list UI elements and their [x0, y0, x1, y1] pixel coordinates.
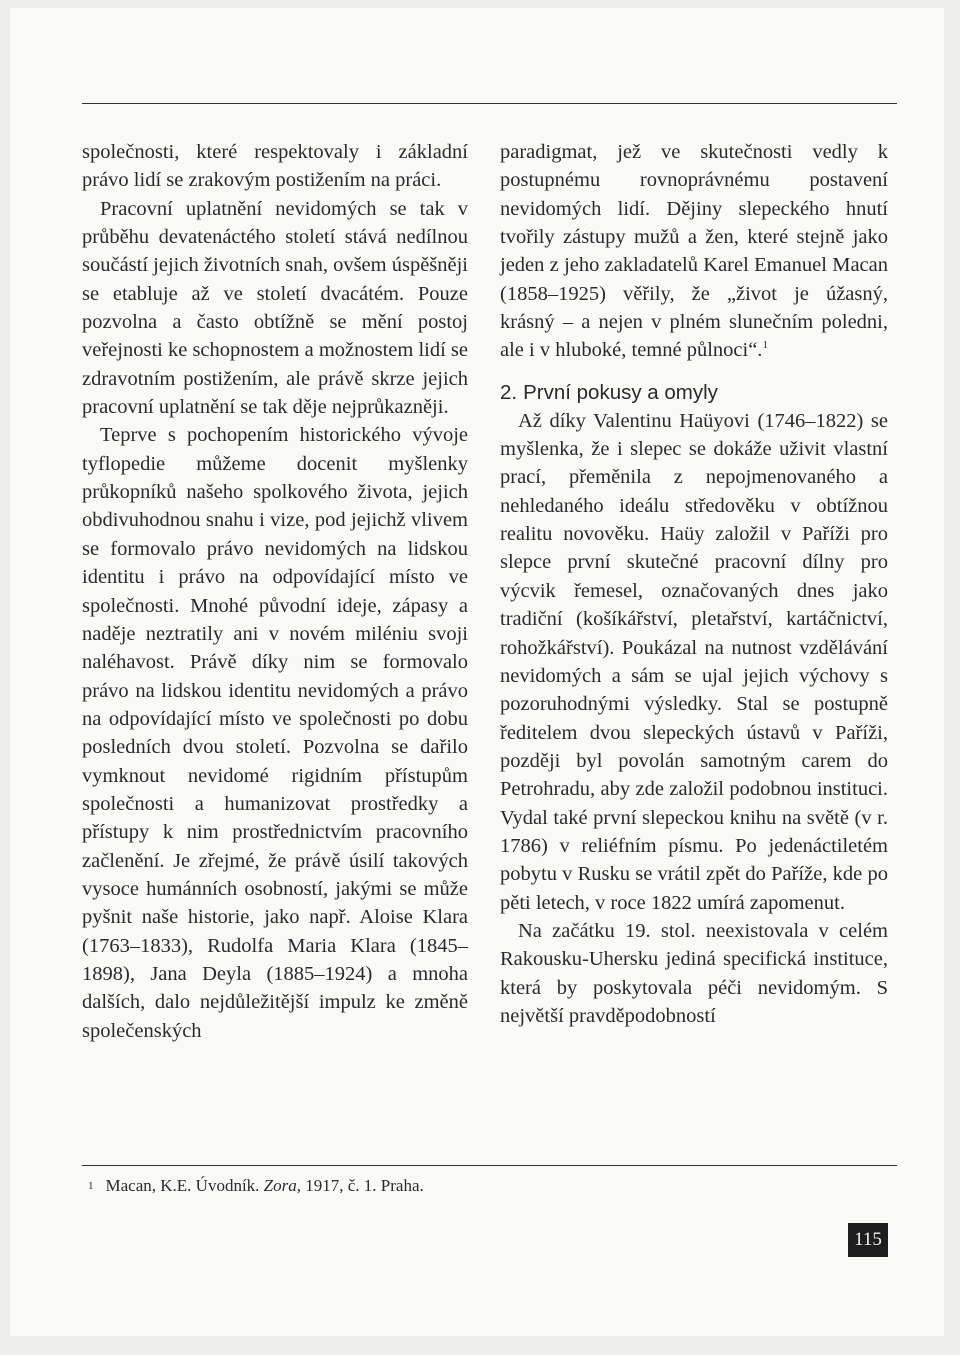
footnote: [88, 1175, 424, 1197]
page-number: 115: [848, 1223, 888, 1257]
paragraph-continuation: společnosti, které respektovaly i základní právo lidí se zrakovým postižením na práci.: [82, 141, 468, 192]
section-heading: [500, 379, 888, 407]
footnote-citation: 1917, č. 1. Praha.: [301, 1176, 424, 1195]
paragraph-austria-hungary: Na začátku 19. stol. neexistovala v celém Rakousku-Uhersku jediná specifická instituce, která by poskytovala péči nevidomým. S největší pravděpodobností: [500, 919, 888, 1027]
right-column: [500, 138, 888, 1030]
paragraph-history: Teprve s pochopením historického vývoje tyflopedie můžeme docenit myšlenky průkopníků našeho spolkového života, jejich obdivuhodnou snahu i vize, pod jejichž vlivem se formovalo právo nevidomých na lidskou identitu i právo na odpovídající místo ve společnosti. Mnohé původní ideje, zápasy a naděje neztratily ani v novém miléniu svoji naléhavost. Právě díky nim se formovalo právo na lidskou identitu nevidomých a právo na odpovídající místo ve společnosti po dobu posledních dvou století. Pozvolna se dařilo vymknout nevidomé rigidním přístupům společnosti a humanizovat prostředky a přístupy k nim prostřednictvím pracovního začlenění. Je zřejmé, že právě úsilí takových vysoce humánních osobností, jakými se může pyšnit naše historie, jako např. Aloise Klara (1763–1833), Rudolfa Maria Klara (1845–1898), Jana Deyla (1885–1924) a mnoha dalších, dalo nejdůležitější impulz ke změně společenských: [82, 424, 468, 1042]
paragraph-paradigm-text: paradigmat, jež ve skutečnosti vedly k postupnému rovnoprávnému postavení nevidomých lidí. Dějiny slepeckého hnutí tvořily zástupy mužů a žen, které stejně jako jeden z jeho zakladatelů Karel Emanuel Macan (1858–1925) věřily, že „život je úžasný, krásný – a nejen v plném slunečním poledni, ale i v hluboké, temné půlnoci“.: [500, 141, 888, 362]
footnote-reference: 1: [762, 339, 768, 352]
paragraph-hauy: Až díky Valentinu Haüyovi (1746–1822) se myšlenka, že i slepec se dokáže uživit vlastní prací, přeměnila z nepojmenovaného a nehledaného ideálu středověku v obtížnou realitu novověku. Haüy založil v Paříži pro slepce první skutečné pracovní dílny pro výcvik řemesel, označovaných dnes jako tradiční (košíkářství, pletařství, kartáčnictví, rohožkářství). Poukázal na nutnost vzdělávání nevidomých a sám se ujal jejich výchovy s pozoruhodnými výsledky. Stal se postupně ředitelem dvou slepeckých ústavů v Paříži, později byl povolán samotným carem do Petrohradu, aby zde založil podobnou instituci. Vydal také první slepeckou knihu na světě (v r. 1786) v reliéfním písmu. Po jedenáctiletém pobytu v Rusku se vrátil zpět do Paříže, kde po pěti letech, v roce 1822 umírá zapomenut.: [500, 409, 888, 914]
top-rule: [82, 103, 897, 104]
footnote-rule: [82, 1165, 897, 1166]
paragraph-employment: Pracovní uplatnění nevidomých se tak v průběhu devatenáctého století stává nedílnou součástí jejich životních snah, ovšem úspěšněji se etabluje až ve století dvacátém. Pouze pozvolna a často obtížně se mění postoj veřejnosti ke schopnostem a možnostem lidí se zdravotním postižením, ale právě skrze jejich pracovní uplatnění se tak děje nejprůkazněji.: [82, 197, 469, 419]
section-number: 2.: [500, 380, 518, 404]
footnote-text: Macan, K.E. Úvodník.: [105, 1176, 264, 1195]
left-column: [82, 138, 468, 1045]
paragraph-paradigm: [500, 138, 888, 365]
footnote-source: Zora,: [263, 1176, 301, 1195]
book-page: [10, 8, 944, 1336]
footnote-mark: 1: [88, 1180, 94, 1192]
section-title: První pokusy a omyly: [523, 380, 718, 404]
